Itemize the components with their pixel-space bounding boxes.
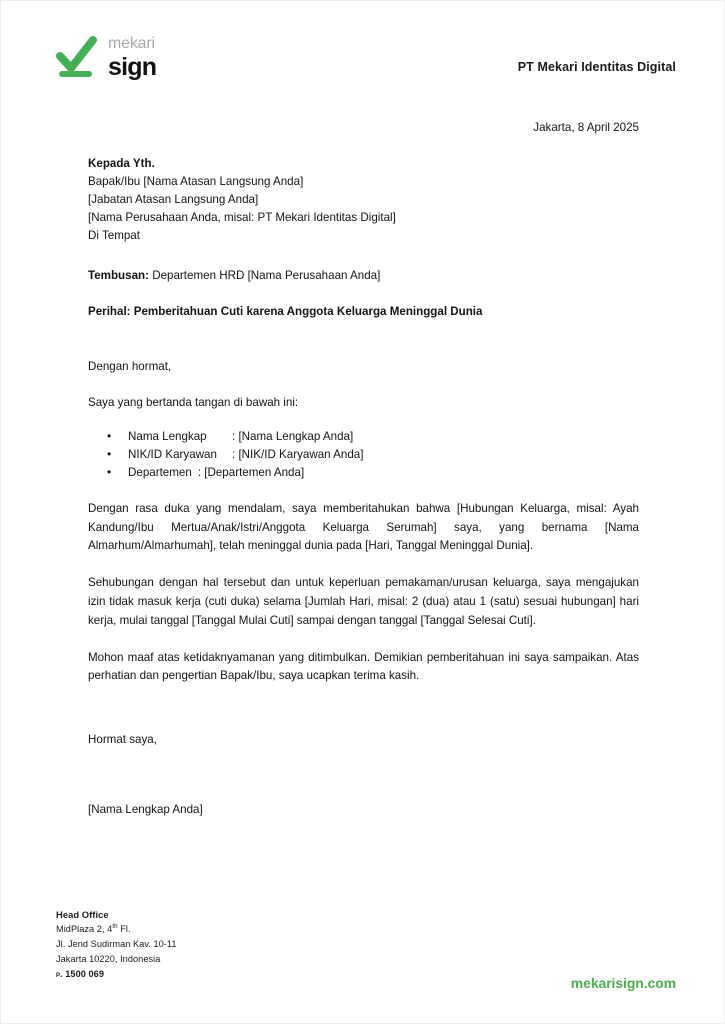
footer-address-line-3: Jakarta 10220, Indonesia (56, 954, 161, 965)
cc-value: Departemen HRD [Nama Perusahaan Anda] (152, 268, 381, 282)
body-paragraph-2: Sehubungan dengan hal tersebut dan untuk keperluan pemakaman/urusan keluarga, saya mengajukan izin tidak masuk kerja (cuti duka) selama [Jumlah Hari, misal: 2 (dua) atau 1 (satu) sesuai hubungan] hari kerja, mulai tanggal [Tanggal Mulai Cuti] sampai dengan tanggal [Tanggal Selesai Cuti]. (88, 576, 639, 627)
field-label: NIK/ID Karyawan (128, 448, 217, 462)
footer-address-ordinal-suffix: th (112, 923, 118, 931)
footer-address-block (56, 907, 177, 982)
body-paragraph-3: Mohon maaf atas ketidaknyamanan yang ditimbulkan. Demikian pemberitahuan ini saya sampaikan. Atas perhatian dan pengertian Bapak/Ibu, saya ucapkan terima kasih. (88, 650, 639, 683)
recipient-line-3: [Nama Perusahaan Anda, misal: PT Mekari Identitas Digital] (88, 210, 396, 224)
recipient-line-2: [Jabatan Atasan Langsung Anda] (88, 192, 259, 206)
body-paragraph-1: Dengan rasa duka yang mendalam, saya memberitahukan bahwa [Hubungan Keluarga, misal: Ayah Kandung/Ibu Mertua/Anak/Istri/Anggota Keluarga Serumah] saya, yang bernama [Nama Almarhum/Almarhumah], telah meninggal dunia pada [Hari, Tanggal Meninggal Dunia]. (88, 501, 639, 553)
recipient-line-4: Di Tempat (88, 228, 140, 242)
list-item (88, 428, 639, 445)
cc-row (88, 267, 639, 285)
list-item (88, 464, 639, 481)
logo-word-sign: sign (108, 53, 157, 81)
signer-name: [Nama Lengkap Anda] (88, 803, 203, 817)
letter-date: Jakarta, 8 April 2025 (533, 121, 639, 134)
footer-address-line-2: Jl. Jend Sudirman Kav. 10-11 (56, 939, 177, 950)
letter-body (88, 119, 639, 819)
intro-line: Saya yang bertanda tangan di bawah ini: (88, 395, 299, 409)
greeting: Dengan hormat, (88, 359, 172, 373)
field-value: [Departemen Anda] (204, 466, 305, 480)
logo-word-mekari: mekari (108, 35, 155, 52)
footer-address-line-1-prefix: MidPlaza 2, 4 (56, 924, 113, 935)
document-footer (56, 907, 676, 991)
company-name: PT Mekari Identitas Digital (517, 60, 676, 74)
field-value: [NIK/ID Karyawan Anda] (238, 448, 364, 462)
recipient-block (88, 155, 639, 245)
green-check-logo-icon (56, 35, 98, 81)
mekari-sign-logo (56, 35, 156, 81)
list-item (88, 446, 639, 463)
footer-phone: p. 1500 069 (56, 968, 104, 979)
field-separator: : (232, 448, 239, 462)
footer-address-line-1 (56, 922, 177, 937)
identity-field-list (88, 428, 639, 482)
closing-line: Hormat saya, (88, 733, 157, 747)
footer-website-link[interactable]: mekarisign.com (570, 975, 676, 991)
cc-label: Tembusan: (88, 268, 149, 282)
field-label: Nama Lengkap (128, 429, 207, 443)
field-value: [Nama Lengkap Anda] (238, 429, 354, 443)
field-separator: : (197, 466, 205, 480)
subject-line: Perihal: Pemberitahuan Cuti karena Anggota Keluarga Meninggal Dunia (88, 304, 483, 318)
recipient-line-1: Bapak/Ibu [Nama Atasan Langsung Anda] (88, 174, 304, 188)
footer-address-line-1-suffix: Fl. (117, 924, 131, 935)
document-header (1, 35, 724, 97)
recipient-salutation-title: Kepada Yth. (88, 156, 155, 170)
field-separator: : (232, 429, 239, 443)
logo-wordmark (108, 36, 156, 80)
field-label: Departemen (128, 466, 192, 480)
footer-office-label: Head Office (56, 909, 109, 920)
